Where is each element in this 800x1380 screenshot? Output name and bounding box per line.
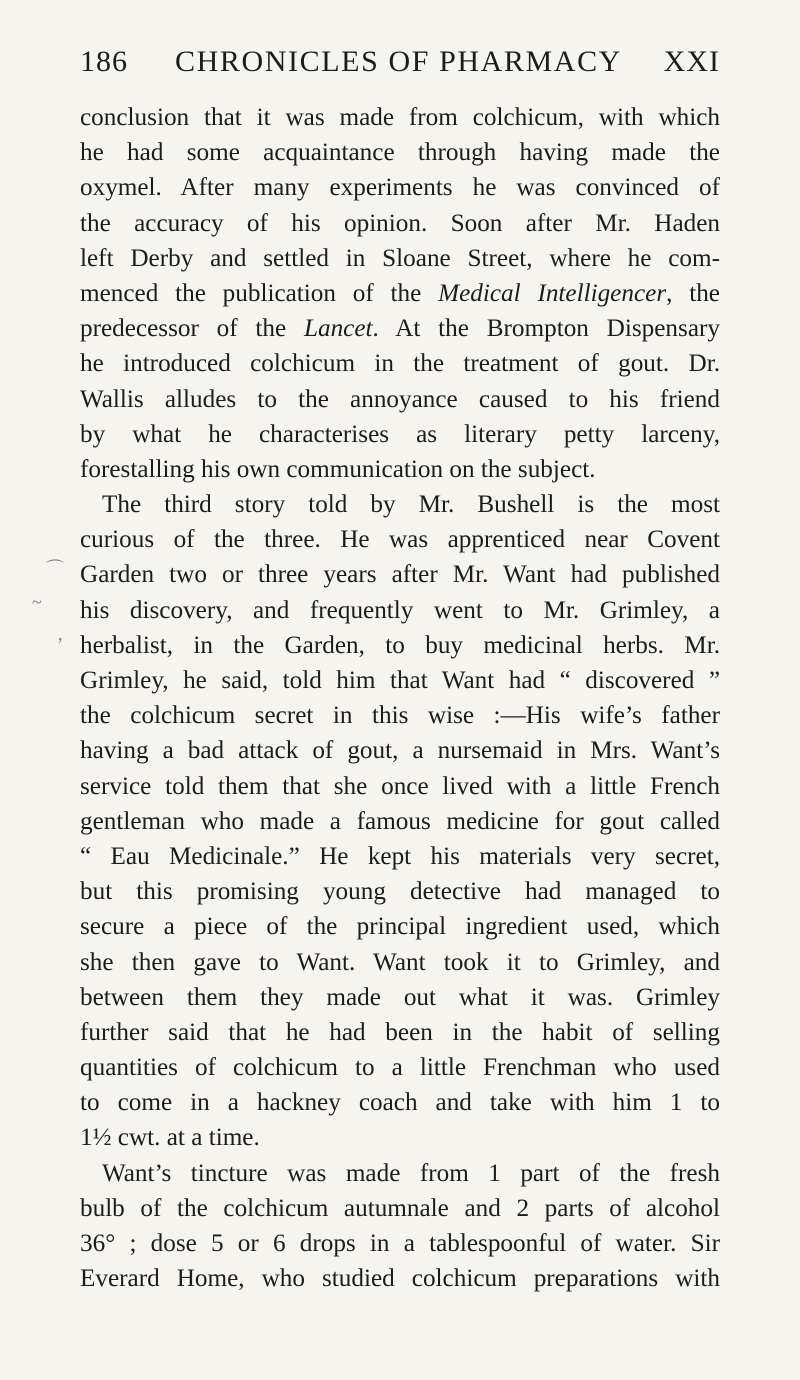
text-run: . At the Brompton Dispensary [372,315,720,343]
text-line: “ Eau Medicinale.” He kept his materials very secret, [80,842,720,870]
text-line: having a bad attack of gout, a nursemaid in Mrs. Want’s [80,737,720,765]
text-line [80,276,720,311]
body-text [80,100,720,1296]
page-number: 186 [80,45,128,78]
text-line: secure a piece of the principal ingredient used, which [80,913,720,941]
text-line: gentleman who made a famous medicine for gout called [80,807,720,835]
text-line: Want’s tincture was made from 1 part of the fresh [102,1159,720,1187]
text-line: 36° ; dose 5 or 6 drops in a tablespoonful of water. Sir [80,1230,720,1257]
text-run: menced the publication of the [80,279,439,307]
text-line: he introduced colchicum in the treatment of gout. Dr. [80,350,720,378]
text-line [80,311,720,346]
text-line: Wallis alludes to the annoyance caused to his friend [80,385,720,413]
text-line: curious of the three. He was apprenticed near Covent [80,526,720,554]
margin-mark: , [58,624,63,644]
running-title: CHRONICLES OF PHARMACY [175,45,622,78]
text-line: forestalling his own communication on the subject. [80,455,596,483]
running-head [80,45,720,85]
chapter-number: XXI [663,45,720,78]
margin-mark: ~ [32,592,42,612]
text-line: oxymel. After many experiments he was convinced of [80,174,720,202]
text-run: predecessor of the [80,315,304,343]
text-line: she then gave to Want. Want took it to Grimley, and [80,948,720,976]
text-line: Grimley, he said, told him that Want had “ discovered ” [80,667,720,694]
text-line: service told them that she once lived with a little French [80,772,720,800]
text-line: he had some acquaintance through having made the [80,139,720,167]
text-line: but this promising young detective had managed to [80,878,720,906]
text-line: herbalist, in the Garden, to buy medicinal herbs. Mr. [80,631,720,659]
margin-mark: ⌒ [46,559,64,579]
text-line: 1½ cwt. at a time. [80,1124,260,1152]
text-line: further said that he had been in the habit of selling [80,1018,720,1046]
text-line: bulb of the colchicum autumnale and 2 parts of alcohol [80,1194,720,1222]
text-line: Everard Home, who studied colchicum preparations with [80,1265,720,1293]
italic-title: Medical Intelligencer [438,279,667,307]
text-line: his discovery, and frequently went to Mr. Grimley, a [80,596,720,624]
text-line: the colchicum secret in this wise :—His wife’s father [80,702,720,730]
text-line: quantities of colchicum to a little Frenchman who used [80,1054,720,1082]
text-line: left Derby and settled in Sloane Street, where he com- [80,244,720,272]
text-line: between them they made out what it was. Grimley [80,983,720,1011]
text-line: to come in a hackney coach and take with him 1 to [80,1089,720,1117]
italic-title: Lancet [303,315,373,343]
text-line: the accuracy of his opinion. Soon after Mr. Haden [80,209,720,237]
text-line: conclusion that it was made from colchicum, with which [80,104,720,131]
text-line: Garden two or three years after Mr. Want had published [80,561,720,589]
text-line: by what he characterises as literary petty larceny, [80,420,720,448]
text-run: , the [666,279,720,307]
text-line: The third story told by Mr. Bushell is the most [102,491,720,519]
